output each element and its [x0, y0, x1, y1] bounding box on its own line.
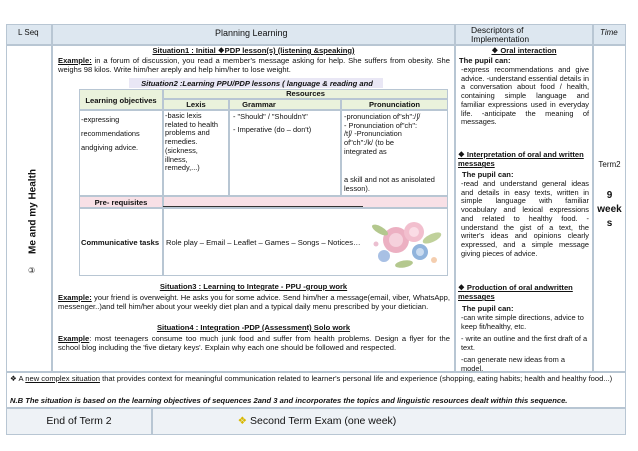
oral-items: -express recommendations and give advice. -understand essential details in a conversation about food / health, containing simple language and familiar expressions used in everyday life. -anticipate the meaning of messages. [461, 65, 589, 127]
oral-title-text: Oral interaction [500, 46, 557, 55]
header-descriptors-label: Descriptors of Implementation [471, 25, 530, 44]
lexis-header: Lexis [186, 100, 206, 109]
pupil-can-1: The pupil can: [459, 56, 511, 65]
pron-text: -pronunciation of"sh":/∫/ - Pronunciation of"ch": /t∫/ -Pronunciation of"ch":/k/ (to be integrated as [344, 112, 421, 156]
sequence-number: ③ [28, 266, 36, 275]
prod-item2: - write an outline and the first draft of a text. [461, 334, 588, 352]
prod-title [458, 283, 590, 301]
situation1-example [58, 56, 450, 74]
time-weeks-num: 9 [606, 190, 613, 201]
time-term: Term2 [598, 160, 621, 169]
prod-title-text: Production of oral andwritten messages [458, 283, 573, 302]
header-lseq-label: L Seq [18, 28, 39, 37]
pupil-can-3: The pupil can: [462, 304, 514, 313]
flower-decoration [368, 206, 450, 276]
note1 [10, 374, 622, 383]
diamond-icon: ❖ [491, 46, 501, 55]
situation4-title [52, 323, 455, 332]
pron-header: Pronunciation [368, 100, 421, 109]
grammar-line2: - Imperative (do – don't) [233, 125, 312, 134]
situation4-title-text: Situation4 : Integration -PDP (Assessment) Solo work [156, 323, 351, 332]
time-weeks-word: week [597, 204, 622, 215]
prod-item3: -can generate new ideas from a model. [461, 355, 565, 373]
grammar-cell [229, 110, 341, 196]
lo-text: -expressing recommendations andgiving advice. [81, 115, 140, 152]
situation1-title: Situation1 : Initial ❖PDP lesson(s) (listening &speaking) [152, 46, 355, 55]
diamond-icon: ❖ [237, 415, 251, 427]
situation4-example [58, 334, 450, 352]
footer-exam-text: Second Term Exam (one week) [250, 415, 397, 427]
situation3-example [58, 293, 450, 311]
interp-title [458, 150, 590, 168]
grammar-header: Grammar [242, 100, 276, 109]
prod-item1: -can write simple directions, advice to keep fit/healthy, etc. [461, 313, 584, 331]
interp-title-text: Interpretation of oral and written messages [458, 150, 584, 169]
pupil-can-2: The pupil can: [462, 170, 514, 179]
pron-text2: a skill and not as anisolated lesson). [344, 175, 435, 193]
footer-exam [152, 415, 482, 427]
situation3-title [52, 282, 455, 291]
situation1-example-label: Example: [58, 56, 92, 65]
time-weeks-s: s [606, 218, 613, 229]
lo-header: Learning objectives [85, 96, 157, 105]
comm-label: Communicative tasks [81, 238, 160, 247]
interp-items: -read and understand general ideas and details in easy texts, written in simple language with familiar vocabulary and lexical expressions and related to healthy food. -understand the gist of a text, the writer's ideas and opinions clearly expressed, and a simple message giving pieces of advice. [461, 179, 589, 258]
situation4-example-text: : most teenagers consume too much junk food and suffer from health problems. Design a flyer for the school blog including the 'five dietary keys'. Explain why each one should be followed and respected. [58, 334, 450, 353]
situation1-example-text: in a forum of discussion, you read a member's message asking for help. She suffers from obesity. She weighs 98 kilos. Write him/her areply and help him/her to lose weight. [58, 56, 450, 75]
situation3-title-text: Situation3 : Learning to Integrate - PPU -group work [159, 282, 348, 291]
diamond-icon: ❖ [10, 374, 19, 383]
lexis-text: -basic lexis related to health problems and remedies. (sickness, illness, remedy,...) [165, 111, 219, 173]
situation3-example-text: your friend is overweight. He asks you for some advice. Send him/her a message(email, viber, WhatsApp, messenger..)and tell him/her about your weekly diet plan and a typical daily menu prescribed by your dietician. [58, 293, 450, 312]
situation3-example-label: Example: [58, 293, 92, 302]
prereq-line [163, 206, 363, 207]
situation4-example-label: Example [58, 334, 90, 343]
oral-title [458, 46, 590, 55]
note1-prefix: A [18, 374, 26, 383]
diamond-icon: ❖ [458, 150, 467, 159]
note1-link: new complex situation [25, 374, 100, 383]
diamond-icon: ❖ [458, 283, 467, 292]
header-time-label: Time [600, 28, 618, 37]
footer-end-term: End of Term 2 [46, 415, 112, 427]
sequence-title: Me and my Health [27, 168, 39, 255]
comm-text: Role play – Email – Leaflet – Games – Songs – Notices… [166, 238, 361, 247]
note1-rest: that provides context for meaningful communication related to learner's personal life and experience (shopping, eating habits; health and healthy food...) [99, 374, 613, 383]
prereq-label: Pre- requisites [94, 198, 148, 207]
grammar-line1: - "Should" / "Shouldn't" [233, 112, 308, 121]
resources-label: Resources [286, 89, 325, 98]
note2: N.B The situation is based on the learning objectives of sequences 2and 3 and incorporates the topics and linguistic resources dealt within this sequence. [10, 396, 568, 405]
situation2-title: Situation2 :Learning PPU/PDP lessons ( language & reading and [141, 79, 373, 88]
header-planning-label: Planning Learning [215, 28, 288, 38]
